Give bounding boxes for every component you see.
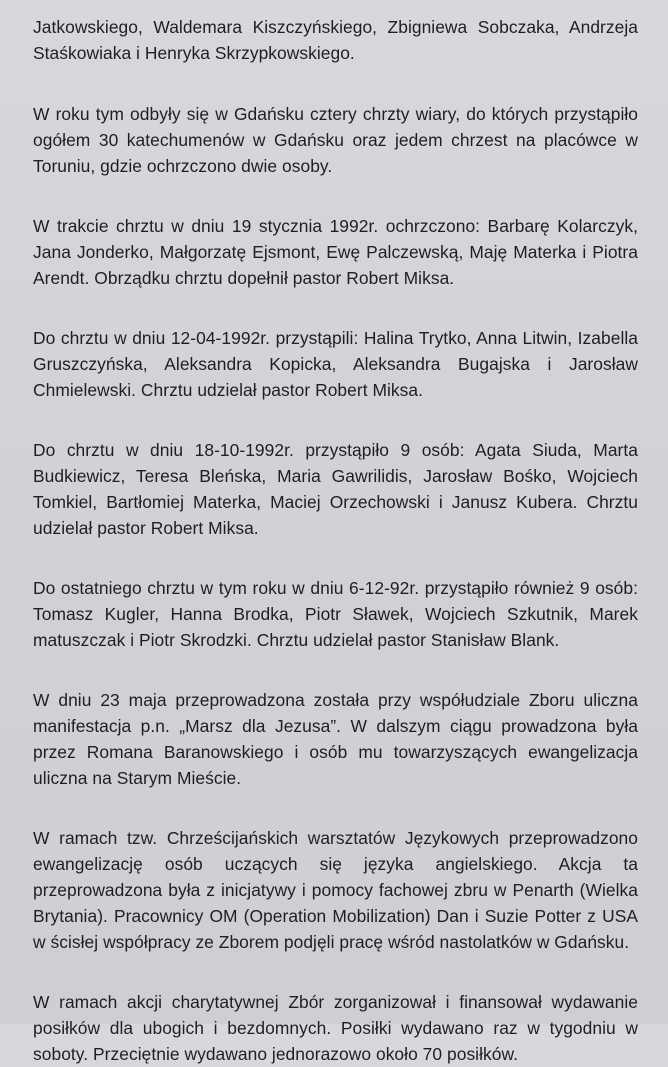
- paragraph-baptism-april: Do chrztu w dniu 12-04-1992r. przystąpili: Halina Trytko, Anna Litwin, Izabella Gruszczyńska, Aleksandra Kopicka, Aleksandra Bugajska i Jarosław Chmielewski. Chrztu udzielał pastor Robert Miksa.: [33, 328, 638, 400]
- paragraph-language-workshops: W ramach tzw. Chrześcijańskich warsztatów Językowych przeprowadzono ewangelizację osób uczących się języka angielskiego. Akcja ta przeprowadzona była z inicjatywy i pomocy fachowej zbru w Penarth (Wielka Brytania). Pracownicy OM (Operation Mobilization) Dan i Suzie Potter z USA w ścisłej współpracy ze Zborem podjęli pracę wśród nastolatków w Gdańsku.: [33, 828, 638, 952]
- paragraph-charity-meals: W ramach akcji charytatywnej Zbór zorganizował i finansował wydawanie posiłków dla ubogich i bezdomnych. Posiłki wydawano raz w tygodniu w soboty. Przeciętnie wydawano jednorazowo około 70 posiłków.: [33, 992, 638, 1064]
- paragraph-baptisms-summary: W roku tym odbyły się w Gdańsku cztery chrzty wiary, do których przystąpiło ogółem 30 katechumenów w Gdańsku oraz jedem chrzest na placówce w Toruniu, gdzie ochrzczono dwie osoby.: [33, 104, 638, 176]
- paragraph-ordained-list: Jatkowskiego, Waldemara Kiszczyńskiego, Zbigniewa Sobczaka, Andrzeja Staśkowiaka i Henryka Skrzypkowskiego.: [33, 17, 638, 63]
- paragraph-baptism-january: W trakcie chrztu w dniu 19 stycznia 1992r. ochrzczono: Barbarę Kolarczyk, Jana Jonderko, Małgorzatę Ejsmont, Ewę Palczewską, Maję Materka i Piotra Arendt. Obrządku chrztu dopełnił pastor Robert Miksa.: [33, 216, 638, 288]
- paragraph-baptism-december: Do ostatniego chrztu w tym roku w dniu 6-12-92r. przystąpiło również 9 osób: Tomasz Kugler, Hanna Brodka, Piotr Sławek, Wojciech Szkutnik, Marek matuszczak i Piotr Skrodzki. Chrztu udzielał pastor Stanisław Blank.: [33, 578, 638, 650]
- paragraph-march-for-jesus: W dniu 23 maja przeprowadzona została przy współudziale Zboru uliczna manifestacja p.n. „Marsz dla Jezusa”. W dalszym ciągu prowadzona była przez Romana Baranowskiego i osób mu towarzyszących ewangelizacja uliczna na Starym Mieście.: [33, 690, 638, 788]
- paragraph-baptism-october: Do chrztu w dniu 18-10-1992r. przystąpiło 9 osób: Agata Siuda, Marta Budkiewicz, Teresa Bleńska, Maria Gawrilidis, Jarosław Bośko, Wojciech Tomkiel, Bartłomiej Materka, Maciej Orzechowski i Janusz Kubera. Chrztu udzielał pastor Robert Miksa.: [33, 440, 638, 538]
